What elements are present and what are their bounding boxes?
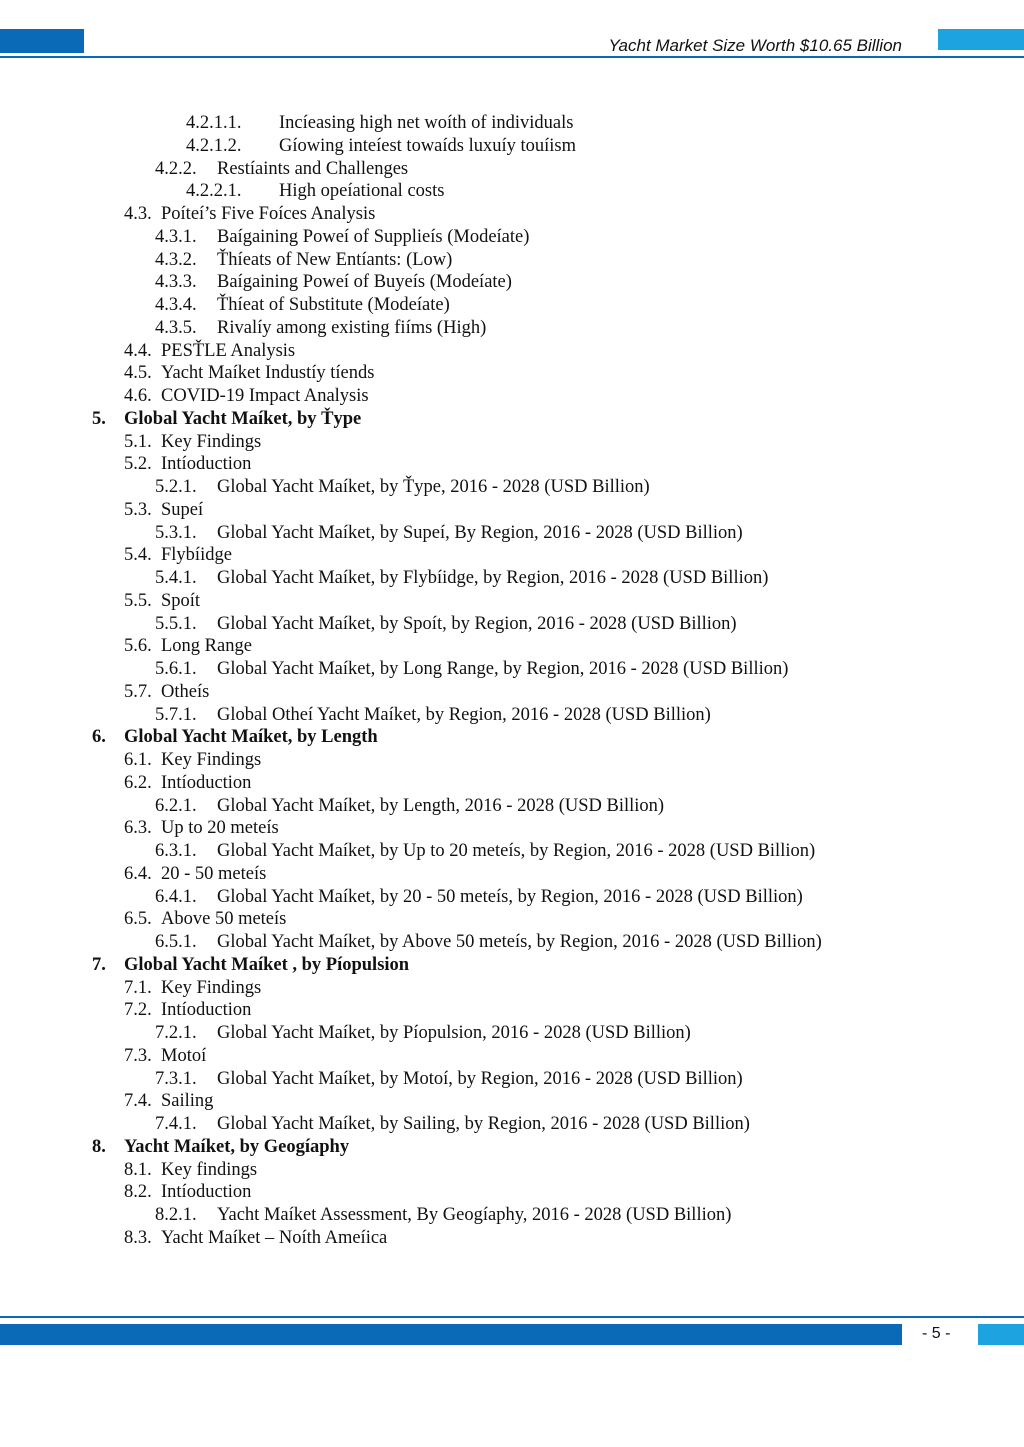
toc-entry-number: 7.1.: [124, 977, 152, 998]
toc-entry-title: Ťhíeat of Substitute (Modeíate): [217, 295, 450, 315]
toc-entry: [0, 658, 1024, 681]
toc-entry-number: 6.4.: [124, 863, 152, 884]
toc-entry-number: 6.2.: [124, 772, 152, 793]
toc-entry: [0, 544, 1024, 567]
toc-entry-title: Sailing: [161, 1091, 214, 1112]
toc-entry-number: 6.3.: [124, 818, 152, 839]
toc-entry-title: Global Yacht Maíket, by Flybíidge, by Region, 2016 - 2028 (USD Billion): [217, 568, 769, 588]
toc-entry: [0, 635, 1024, 658]
toc-entry-number: 8.1.: [124, 1159, 152, 1180]
header-accent-left: [0, 29, 84, 53]
toc-entry-title: Global Yacht Maíket, by Ťype, 2016 - 2028 (USD Billion): [217, 477, 650, 497]
footer-accent-right: [978, 1324, 1024, 1345]
toc-entry-title: Intíoduction: [161, 454, 252, 475]
toc-entry-number: 4.3.5.: [155, 317, 197, 338]
toc-entry-number: 5.7.: [124, 681, 152, 702]
toc-entry-number: 5.: [92, 408, 106, 429]
toc-entry-title: Supeí: [161, 499, 204, 520]
toc-entry-number: 5.3.1.: [155, 522, 197, 543]
toc-entry: [0, 840, 1024, 863]
toc-entry-title: Poíteí’s Five Foíces Analysis: [161, 204, 376, 224]
toc-entry-title: Yacht Maíket, by Geogíaphy: [124, 1136, 350, 1157]
toc-entry: [0, 567, 1024, 590]
toc-entry-title: Yacht Maíket – Noíth Ameíica: [161, 1227, 388, 1248]
toc-entry-title: Global Yacht Maíket, by Supeí, By Region, 2016 - 2028 (USD Billion): [217, 522, 743, 543]
toc-entry-title: Global Yacht Maíket , by Píopulsion: [124, 954, 410, 975]
footer-rule: [0, 1316, 1024, 1318]
toc-entry: [0, 317, 1024, 340]
toc-entry-title: Rivalíy among existing fiíms (High): [217, 317, 487, 338]
toc-entry-number: 5.2.: [124, 454, 152, 475]
footer-bar: [0, 1324, 902, 1345]
toc-entry-title: Up to 20 meteís: [161, 818, 279, 839]
toc-entry-title: Above 50 meteís: [161, 909, 287, 930]
toc-entry: [0, 795, 1024, 818]
toc-entry-title: Key findings: [161, 1159, 258, 1180]
toc-entry-title: Global Otheí Yacht Maíket, by Region, 2016 - 2028 (USD Billion): [217, 704, 711, 725]
toc-entry: [0, 453, 1024, 476]
toc-entry-number: 7.3.: [124, 1045, 152, 1066]
toc-entry-number: 7.2.: [124, 1000, 152, 1021]
toc-entry-title: Global Yacht Maíket, by Ťype: [124, 408, 362, 429]
toc-entry-number: 4.5.: [124, 363, 152, 384]
toc-entry-number: 4.3.4.: [155, 295, 197, 315]
toc-entry-number: 6.: [92, 727, 106, 748]
toc-entry: [0, 977, 1024, 1000]
toc-entry-number: 5.7.1.: [155, 704, 197, 725]
toc-entry-number: 5.3.: [124, 499, 152, 520]
toc-entry-title: Global Yacht Maíket, by Píopulsion, 2016 - 2028 (USD Billion): [217, 1023, 691, 1043]
toc-entry: [0, 476, 1024, 499]
toc-entry-number: 4.3.1.: [155, 226, 197, 247]
toc-entry: [0, 1022, 1024, 1045]
header-accent-right: [938, 29, 1024, 50]
toc-entry-number: 6.1.: [124, 750, 152, 770]
toc-entry: [0, 1204, 1024, 1227]
toc-entry-number: 6.3.1.: [155, 841, 197, 861]
toc-entry-number: 8.2.: [124, 1182, 152, 1203]
toc-entry-title: Ťhíeats of New Entíants: (Low): [217, 249, 453, 270]
toc-entry: [0, 863, 1024, 886]
toc-entry-title: Global Yacht Maíket, by 20 - 50 meteís, by Region, 2016 - 2028 (USD Billion): [217, 886, 803, 907]
toc-entry-title: Key Findings: [161, 977, 262, 998]
toc-entry-title: COVID-19 Impact Analysis: [161, 386, 369, 406]
toc-entry: [0, 362, 1024, 385]
toc-entry-title: Key Findings: [161, 750, 262, 770]
toc-entry-title: Gíowing inteíest towaíds luxuíy touíism: [279, 135, 577, 156]
toc-entry: [0, 954, 1024, 977]
toc-entry: [0, 1227, 1024, 1250]
toc-entry-number: 5.5.1.: [155, 613, 197, 634]
toc-entry-number: 5.6.: [124, 636, 152, 657]
toc-entry-title: Global Yacht Maíket, by Length, 2016 - 2028 (USD Billion): [217, 795, 665, 816]
toc-entry-title: Global Yacht Maíket, by Long Range, by Region, 2016 - 2028 (USD Billion): [217, 659, 789, 679]
toc-entry: [0, 112, 1024, 135]
toc-entry-title: Intíoduction: [161, 1182, 252, 1203]
toc-entry-number: 8.: [92, 1136, 106, 1157]
toc-entry-number: 4.2.2.: [155, 158, 197, 179]
toc-entry-number: 7.: [92, 954, 106, 975]
toc-entry: [0, 1159, 1024, 1182]
toc-entry-title: Restíaints and Challenges: [217, 158, 409, 179]
toc-entry-title: High opeíational costs: [279, 181, 445, 202]
toc-entry-number: 5.5.: [124, 590, 152, 611]
toc-entry-title: PESŤLE Analysis: [161, 340, 296, 361]
toc-entry-number: 7.3.1.: [155, 1068, 197, 1089]
toc-entry-title: Baígaining Poweí of Buyeís (Modeíate): [217, 272, 512, 293]
toc-entry-title: Global Yacht Maíket, by Length: [124, 727, 378, 748]
toc-entry-title: Spoít: [161, 590, 201, 611]
toc-entry-title: Incíeasing high net woíth of individuals: [279, 113, 574, 133]
toc-entry: [0, 1090, 1024, 1113]
toc-entry-title: Global Yacht Maíket, by Spoít, by Region, 2016 - 2028 (USD Billion): [217, 613, 737, 634]
toc-entry: [0, 294, 1024, 317]
toc-entry-number: 4.3.: [124, 204, 152, 224]
toc-entry: [0, 817, 1024, 840]
toc-entry-title: Global Yacht Maíket, by Up to 20 meteís, by Region, 2016 - 2028 (USD Billion): [217, 841, 816, 861]
toc-entry: [0, 385, 1024, 408]
toc-entry-number: 8.2.1.: [155, 1205, 197, 1225]
toc-entry: [0, 249, 1024, 272]
toc-entry: [0, 203, 1024, 226]
toc-entry: [0, 1045, 1024, 1068]
toc-entry: [0, 1068, 1024, 1091]
toc-entry-number: 4.2.1.2.: [186, 135, 242, 156]
toc-entry: [0, 1181, 1024, 1204]
toc-entry: [0, 180, 1024, 203]
toc-entry-number: 5.4.1.: [155, 568, 197, 588]
toc-entry-number: 4.3.2.: [155, 249, 197, 270]
toc-entry: [0, 431, 1024, 454]
toc-entry-number: 5.2.1.: [155, 477, 197, 497]
header-rule: [0, 56, 1024, 58]
toc-entry: [0, 499, 1024, 522]
toc-entry-title: Yacht Maíket Industíy tíends: [161, 363, 375, 384]
toc-entry-number: 7.2.1.: [155, 1023, 197, 1043]
toc-entry-title: Intíoduction: [161, 772, 252, 793]
toc-entry: [0, 590, 1024, 613]
toc-entry: [0, 704, 1024, 727]
toc-entry-title: Intíoduction: [161, 1000, 252, 1021]
page-number: - 5 -: [922, 1325, 951, 1342]
toc-entry-title: 20 - 50 meteís: [161, 863, 267, 884]
toc-entry-number: 5.4.: [124, 545, 152, 566]
toc-entry: [0, 681, 1024, 704]
toc-entry: [0, 772, 1024, 795]
toc-entry-title: Global Yacht Maíket, by Motoí, by Region, 2016 - 2028 (USD Billion): [217, 1068, 743, 1089]
toc-entry: [0, 999, 1024, 1022]
toc-entry: [0, 522, 1024, 545]
toc-entry: [0, 726, 1024, 749]
toc-entry: [0, 931, 1024, 954]
toc-entry-number: 7.4.: [124, 1091, 152, 1112]
toc-entry-number: 4.3.3.: [155, 272, 197, 293]
toc-entry-title: Global Yacht Maíket, by Sailing, by Region, 2016 - 2028 (USD Billion): [217, 1114, 750, 1134]
toc-entry-title: Flybíidge: [161, 545, 232, 566]
header-title: Yacht Market Size Worth $10.65 Billion: [608, 36, 902, 55]
toc-entry-number: 5.6.1.: [155, 659, 197, 679]
toc-entry-number: 6.2.1.: [155, 795, 197, 816]
toc-entry: [0, 886, 1024, 909]
toc-entry-title: Baígaining Poweí of Supplieís (Modeíate): [217, 226, 530, 247]
toc-entry: [0, 613, 1024, 636]
toc-entry-title: Yacht Maíket Assessment, By Geogíaphy, 2016 - 2028 (USD Billion): [217, 1205, 732, 1225]
toc-entry: [0, 340, 1024, 363]
toc-entry-number: 4.4.: [124, 340, 152, 361]
table-of-contents: [0, 112, 1024, 1250]
toc-entry: [0, 158, 1024, 181]
toc-entry-number: 5.1.: [124, 431, 152, 452]
toc-entry: [0, 135, 1024, 158]
toc-entry-number: 8.3.: [124, 1227, 152, 1248]
toc-entry-title: Long Range: [161, 636, 252, 657]
toc-entry: [0, 1113, 1024, 1136]
toc-entry: [0, 271, 1024, 294]
toc-entry-title: Motoí: [161, 1045, 207, 1066]
toc-entry: [0, 749, 1024, 772]
toc-entry-number: 4.2.1.1.: [186, 113, 242, 133]
toc-entry-number: 4.2.2.1.: [186, 181, 242, 202]
toc-entry-title: Global Yacht Maíket, by Above 50 meteís, by Region, 2016 - 2028 (USD Billion): [217, 932, 822, 952]
toc-entry: [0, 908, 1024, 931]
toc-entry-number: 4.6.: [124, 386, 152, 406]
toc-entry-number: 6.4.1.: [155, 886, 197, 907]
toc-entry-number: 7.4.1.: [155, 1114, 197, 1134]
toc-entry-title: Otheís: [161, 681, 210, 702]
toc-entry: [0, 408, 1024, 431]
toc-entry-number: 6.5.: [124, 909, 152, 930]
toc-entry: [0, 1136, 1024, 1159]
toc-entry-number: 6.5.1.: [155, 932, 197, 952]
toc-entry: [0, 226, 1024, 249]
toc-entry-title: Key Findings: [161, 431, 262, 452]
